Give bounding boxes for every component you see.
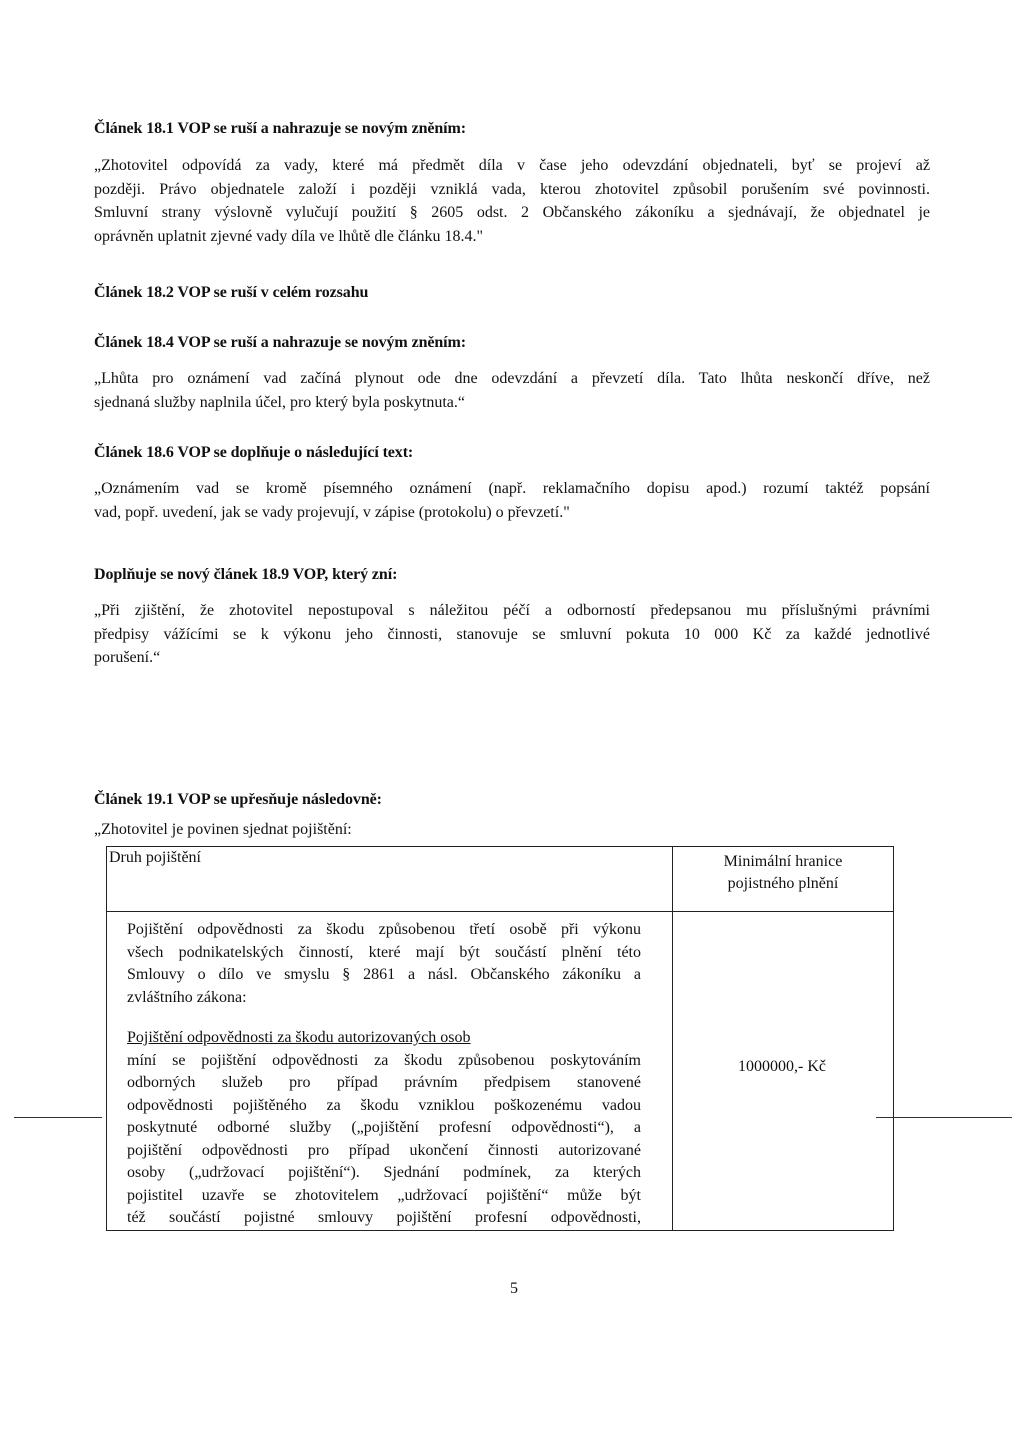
paragraph-article-18-9 <box>94 599 930 670</box>
header-line: pojistného plnění <box>727 875 839 892</box>
paragraph-article-19-1-intro <box>94 818 930 842</box>
text-line: oprávněn uplatnit zjevné vady díla ve lhůtě dle článku 18.4." <box>94 227 484 245</box>
paragraph-article-18-6 <box>94 477 930 524</box>
heading-article-18-1: Článek 18.1 VOP se ruší a nahrazuje se novým zněním: <box>94 120 466 137</box>
text-line: též součástí pojistné smlouvy pojištění profesní odpovědnosti, <box>127 1209 641 1226</box>
text-line: „Lhůta pro oznámení vad začíná plynout ode dne odevzdání a převzetí díla. Tato lhůta neskončí dříve, než <box>94 370 930 387</box>
text-line: Smlouvy o dílo ve smyslu § 2861 a násl. Občanského zákoníku a <box>127 966 641 983</box>
text-line: poskytnuté odborné služby („pojištění profesní odpovědnosti“), a <box>127 1119 641 1136</box>
text-line: porušení.“ <box>94 649 161 666</box>
text-line: „Zhotovitel odpovídá za vady, které má předmět díla v čase jeho odevzdání objednateli, byť se projeví až <box>94 157 930 174</box>
table-header-minimum-limit <box>673 847 894 912</box>
table-cell-description <box>107 912 673 1231</box>
text-line-underlined: Pojištění odpovědnosti za škodu autorizovaných osob <box>127 1029 471 1046</box>
text-line: později. Právo objednatele založí i později vzniklá vada, kterou zhotovitel způsobil porušením své povinnosti. <box>94 180 930 198</box>
scan-artifact-line <box>14 1117 102 1118</box>
text-line: všech podnikatelských činností, které mají být součástí plnění této <box>127 943 641 961</box>
table-header-row <box>107 847 894 912</box>
paragraph-article-18-4 <box>94 367 930 414</box>
text-line: předpisy vážícími se k výkonu jeho činnosti, stanovuje se smluvní pokuta 10 000 Kč za každé jednotlivé <box>94 625 930 643</box>
insurance-table <box>106 846 894 1231</box>
page-number: 5 <box>510 1280 518 1297</box>
heading-new-article-18-9: Doplňuje se nový článek 18.9 VOP, který zní: <box>94 566 398 583</box>
table-header-insurance-type: Druh pojištění <box>107 847 673 912</box>
text-line: zvláštního zákona: <box>127 988 247 1006</box>
text-line: „Oznámením vad se kromě písemného oznámení (např. reklamačního dopisu apod.) rozumí taktéž popsání <box>94 480 930 497</box>
table-cell-minimum-value: 1000000,- Kč <box>738 1058 826 1075</box>
text-line: Smluvní strany výslovně vylučují použití § 2605 odst. 2 Občanského zákoníku a sjednávají, že objednatel je <box>94 204 930 221</box>
scan-artifact-line <box>876 1117 1012 1118</box>
text-line: odborných služeb pro případ právním předpisem stanovené <box>127 1074 641 1091</box>
heading-article-19-1: Článek 19.1 VOP se upřesňuje následovně: <box>94 791 382 808</box>
text-line: pojistitel uzavře se zhotovitelem „udržovací pojištění“ může být <box>127 1186 641 1204</box>
heading-article-18-2: Článek 18.2 VOP se ruší v celém rozsahu <box>94 284 369 301</box>
heading-article-18-4: Článek 18.4 VOP se ruší a nahrazuje se novým zněním: <box>94 334 466 351</box>
heading-article-18-6: Článek 18.6 VOP se doplňuje o následující text: <box>94 444 414 461</box>
description-block-b <box>127 1009 672 1230</box>
text-line: sjednaná služby naplnila účel, pro který byla poskytnuta.“ <box>94 393 466 411</box>
text-line: pojištění odpovědnosti pro případ ukončení činnosti autorizované <box>127 1141 641 1159</box>
text-line: míní se pojištění odpovědnosti za škodu způsobenou poskytováním <box>127 1051 641 1069</box>
text-line: odpovědnosti pojištěného za škodu vzniklou poškozenému vadou <box>127 1096 641 1114</box>
header-line: Minimální hranice <box>723 853 843 870</box>
description-block-a <box>127 915 672 1009</box>
text-line: „Zhotovitel je povinen sjednat pojištění: <box>94 821 352 838</box>
text-line: „Při zjištění, že zhotovitel nepostupoval s náležitou péčí a odborností předepsanou mu příslušnými právními <box>94 602 930 619</box>
text-line: osoby („udržovací pojištění“). Sjednání podmínek, za kterých <box>127 1164 641 1181</box>
paragraph-article-18-1 <box>94 154 930 248</box>
text-line: Pojištění odpovědnosti za škodu způsobenou třetí osobě při výkonu <box>127 921 641 938</box>
text-line: vad, popř. uvedení, jak se vady projevují, v zápise (protokolu) o převzetí." <box>94 503 570 521</box>
